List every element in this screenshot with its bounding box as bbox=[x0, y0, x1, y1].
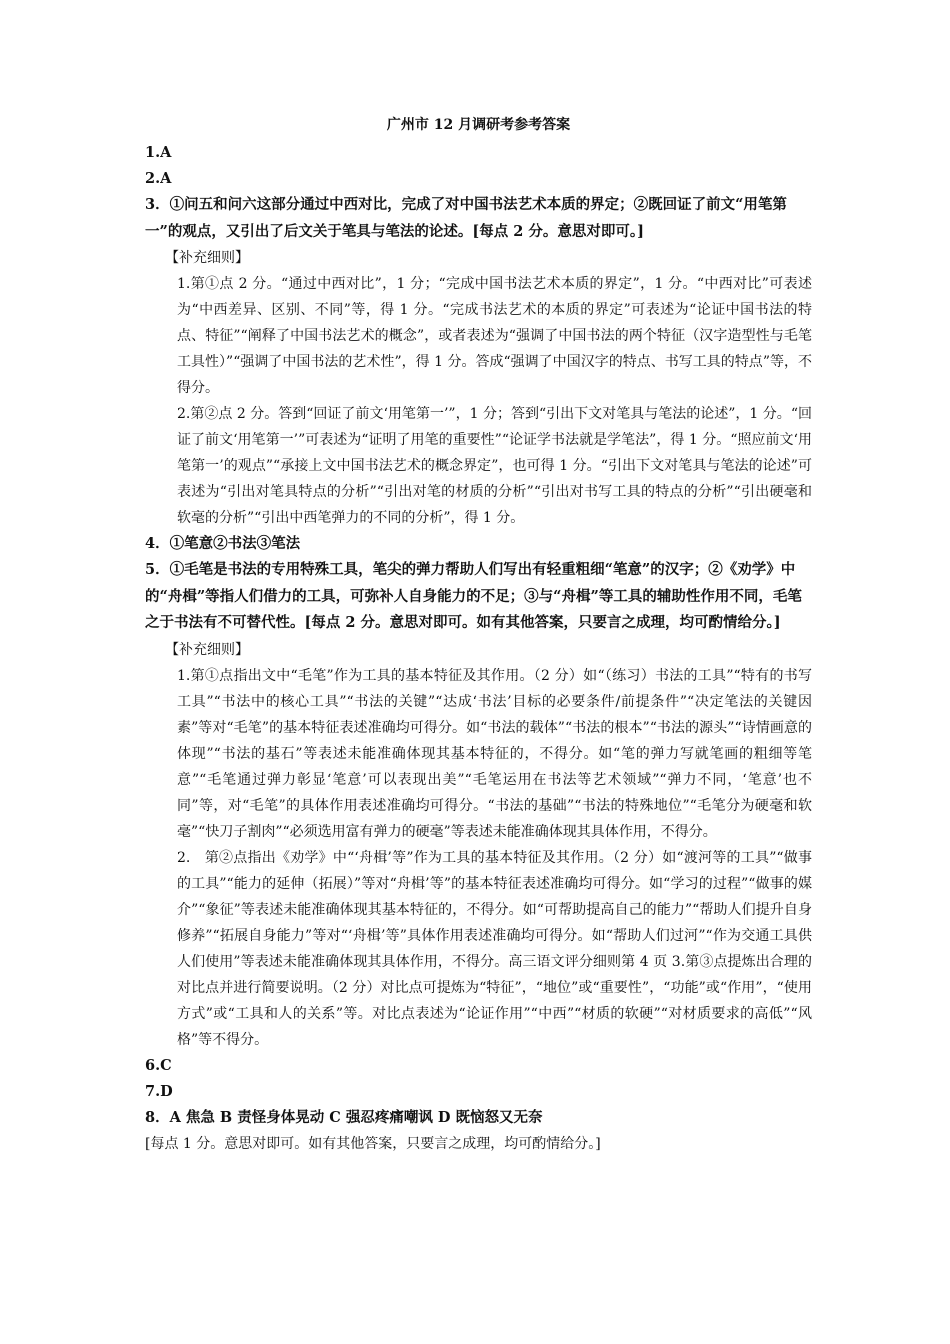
rule-5-1: 1.第①点指出文中“毛笔”作为工具的基本特征及其作用。（2 分）如“（练习）书法的工具”“特有的书写工具”“书法中的核心工具”“书法的关键”“达成‘书法’目标的必要条件/前提条件”“决定笔法的关键因素”等对“毛笔”的基本特征表述准确均可得分。如“书法的载体”“书法的根本”“书法的源头”“诗情画意的体现”“书法的基石”等表述未能准确体现其基本特征的，不得分。如“笔的弹力写就笔画的粗细等笔意”“毛笔通过弹力彰显‘笔意’可以表现出美”“毛笔运用在书法等艺术领域”“弹力不同，‘笔意’也不同”等，对“毛笔”的具体作用表述准确均可得分。“书法的基础”“书法的特殊地位”“毛笔分为硬毫和软毫”“快刀子割肉”“必须选用富有弹力的硬毫”等表述未能准确体现其具体作用，不得分。 bbox=[177, 667, 812, 840]
rule-3-1: 1.第①点 2 分。“通过中西对比”，1 分；“完成中国书法艺术本质的界定”，1 分。“中西对比”可表述为“中西差异、区别、不同”等，得 1 分。“完成书法艺术的本质的界定”可表述为“论证中国书法的特点、特征”“阐释了中国书法艺术的概念”，或者表述为“强调了中国书法的两个特征（汉字造型性与毛笔工具性）”“强调了中国书法的艺术性”，得 1 分。答成“强调了中国汉字的特点、书写工具的特点”等，不得分。 bbox=[177, 276, 812, 396]
rule-3-2: 2.第②点 2 分。答到“回证了前文‘用笔第一’”，1 分；答到“引出下文对笔具与笔法的论述”，1 分。“回证了前文‘用笔第一’”可表述为“证明了用笔的重要性”“论证学书法就是学笔法”，得 1 分。“照应前文‘用笔第一’的观点”“承接上文中国书法艺术的概念界定”，也可得 1 分。“引出下文对笔具与笔法的论述”可表述为“引出对笔具特点的分析”“引出对笔的材质的分析”“引出对书写工具的特点的分析”“引出硬毫和软毫的分析”“引出中西笔弹力的不同的分析”，得 1 分。 bbox=[177, 406, 812, 526]
answer-5: 5．①毛笔是书法的专用特殊工具，笔尖的弹力帮助人们写出有轻重粗细“笔意”的汉字；②《劝学》中的“舟楫”等指人们借力的工具，可弥补人自身能力的不足；③与“舟楫”等工具的辅助性作用不同，毛笔之于书法有不可替代性。[每点 2 分。意思对即可。如有其他答案，只要言之成理，均可酌情给分。] bbox=[145, 561, 802, 631]
answer-6: 6.C bbox=[145, 1056, 172, 1074]
rule-5-2: 2. 第②点指出《劝学》中“‘舟楫’等”作为工具的基本特征及其作用。（2 分）如“渡河等的工具”“做事的工具”“能力的延伸（拓展）”等对“舟楫’等”的基本特征表述准确均可得分。如“学习的过程”“做事的媒介”“象征”等表述未能准确体现其基本特征的，不得分。如“可帮助提高自己的能力”“帮助人们提升自身修养”“拓展自身能力”等对“‘舟楫’等”具体作用表述准确均可得分。如“帮助人们过河”“作为交通工具供人们使用”等表述未能准确体现其具体作用，不得分。高三语文评分细则第 4 页 3.第③点提炼出合理的对比点并进行简要说明。（2 分）对比点可提炼为“特征”，“地位”或“重要性”，“功能”或“作用”，“使用方式”或“工具和人的关系”等。对比点表述为“论证作用”“中西”“材质的软硬”“对材质要求的高低”“风格”等不得分。 bbox=[177, 849, 812, 1048]
answer-8: 8．A 焦急 B 责怪身体晃动 C 强忍疼痛嘲讽 D 既恼怒又无奈 bbox=[145, 1108, 543, 1126]
page-title: 广州市 12 月调研考参考答案 bbox=[386, 117, 571, 133]
answer-3: 3．①问五和问六这部分通过中西对比，完成了对中国书法艺术本质的界定；②既回证了前文“用笔第一”的观点，又引出了后文关于笔具与笔法的论述。[每点 2 分。意思对即可。] bbox=[145, 196, 787, 240]
answer-1: 1.A bbox=[145, 144, 172, 161]
supplementary-rules-heading-3: 【补充细则】 bbox=[165, 250, 249, 266]
scoring-note-8: [每点 1 分。意思对即可。如有其他答案，只要言之成理，均可酌情给分。] bbox=[145, 1135, 601, 1152]
answer-7: 7.D bbox=[145, 1082, 173, 1100]
answer-2: 2.A bbox=[145, 170, 172, 187]
supplementary-rules-heading-5: 【补充细则】 bbox=[165, 641, 249, 658]
answer-4: 4．①笔意②书法③笔法 bbox=[145, 535, 301, 552]
